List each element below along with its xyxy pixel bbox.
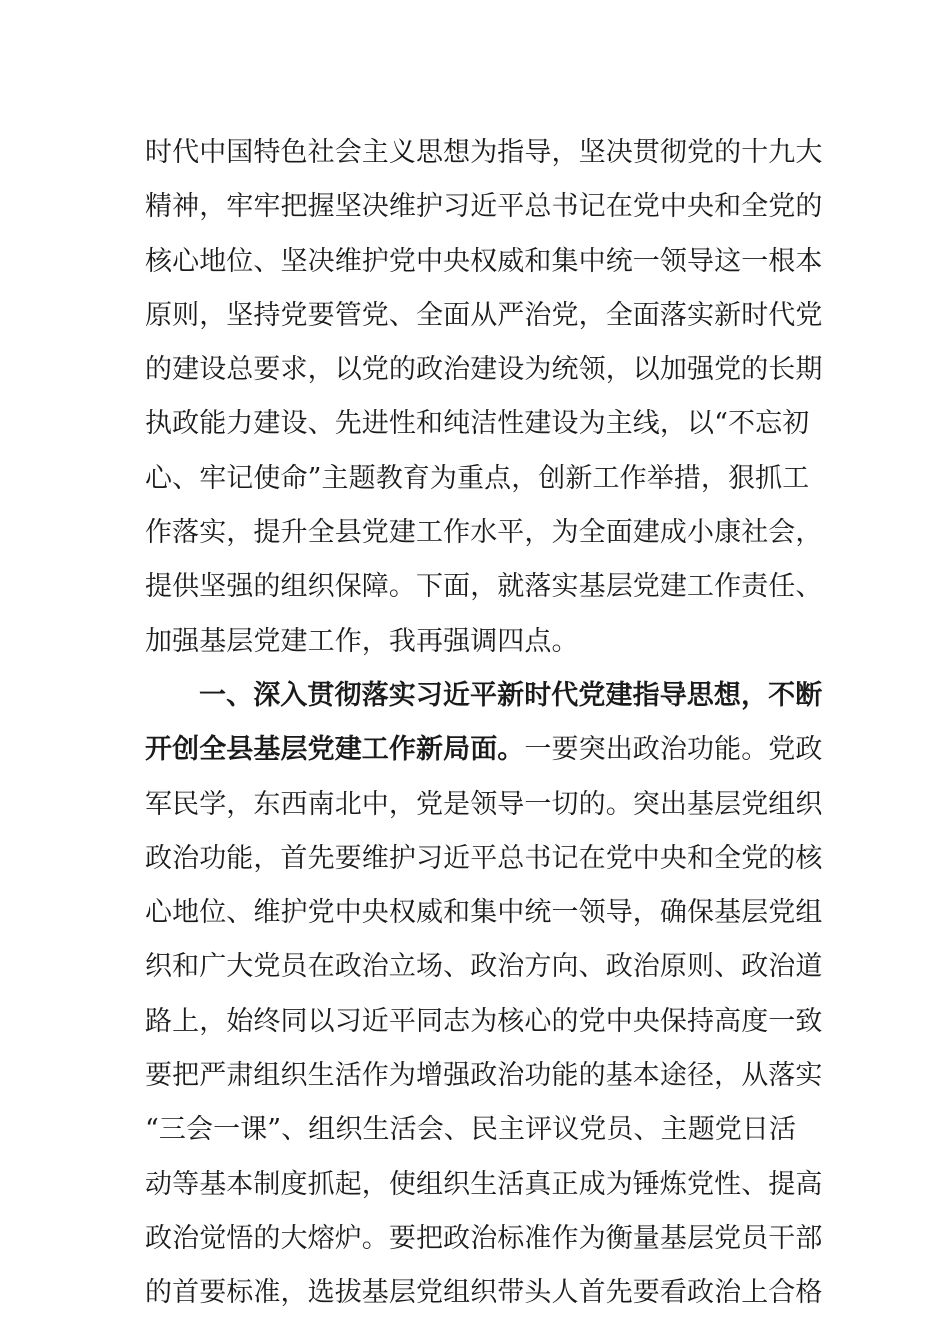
text-line: 原则，坚持党要管党、全面从严治党，全面落实新时代党 — [145, 299, 823, 331]
text-line: 执政能力建设、先进性和纯洁性建设为主线，以“不忘初 — [145, 408, 810, 440]
text-line: 的建设总要求，以党的政治建设为统领，以加强党的长期 — [145, 354, 823, 386]
text-line: 动等基本制度抓起，使组织生活真正成为锤炼党性、提高 — [145, 1168, 823, 1200]
text-line: 时代中国特色社会主义思想为指导，坚决贯彻党的十九大 — [145, 137, 823, 168]
text-line: 加强基层党建工作，我再强调四点。 — [145, 625, 579, 657]
text-line: 政治觉悟的大熔炉。要把政治标准作为衡量基层党员干部 — [145, 1222, 823, 1254]
text-line: 提供坚强的组织保障。下面，就落实基层党建工作责任、 — [145, 571, 823, 603]
section-text-start: 一要突出政治功能。党政 — [524, 734, 823, 766]
text-line: 政治功能，首先要维护习近平总书记在党中央和全党的核 — [145, 842, 823, 874]
text-line: 织和广大党员在政治立场、政治方向、政治原则、政治道 — [145, 951, 823, 983]
text-line: 军民学，东西南北中，党是领导一切的。突出基层党组织 — [145, 788, 823, 820]
text-line: 核心地位、坚决维护党中央权威和集中统一领导这一根本 — [145, 245, 823, 277]
text-line: “三会一课”、组织生活会、民主评议党员、主题党日活 — [145, 1114, 797, 1146]
intro-paragraph — [145, 126, 823, 669]
text-line: 心地位、维护党中央权威和集中统一领导，确保基层党组 — [145, 897, 823, 929]
text-line: 要把严肃组织生活作为增强政治功能的基本途径，从落实 — [145, 1060, 823, 1092]
text-line: 精神，牢牢把握坚决维护习近平总书记在党中央和全党的 — [145, 191, 823, 223]
text-line: 作落实，提升全县党建工作水平，为全面建成小康社会， — [145, 517, 823, 549]
body-text — [145, 126, 823, 1321]
text-line: 路上，始终同以习近平同志为核心的党中央保持高度一致 — [145, 1005, 823, 1037]
section-heading-end: 开创全县基层党建工作新局面。 — [145, 734, 525, 766]
section-one-paragraph — [145, 669, 823, 1321]
text-line: 心、牢记使命”主题教育为重点，创新工作举措，狠抓工 — [145, 462, 810, 494]
section-heading-continued — [145, 723, 823, 777]
section-heading: 一、深入贯彻落实习近平新时代党建指导思想，不断 — [199, 679, 823, 711]
text-line: 的首要标准，选拔基层党组织带头人首先要看政治上合格 — [145, 1277, 823, 1309]
